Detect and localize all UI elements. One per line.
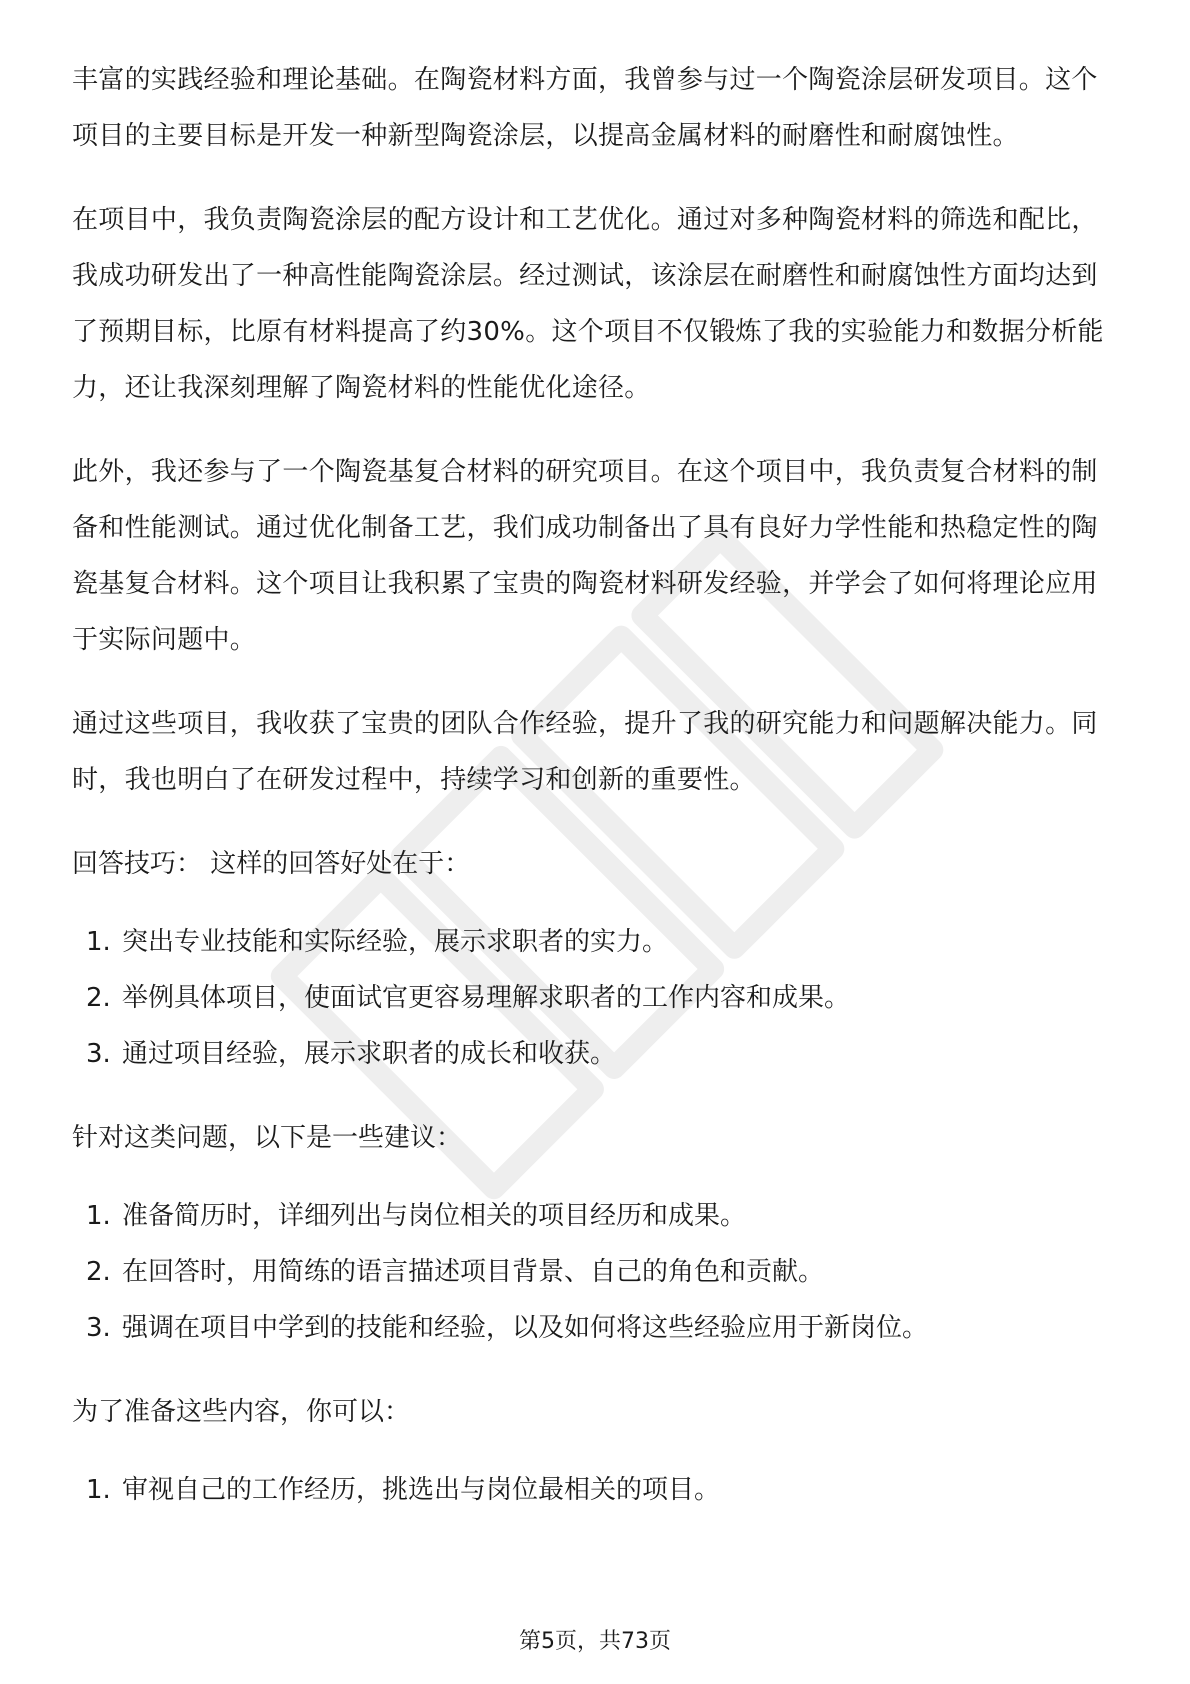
list-number: 1. — [86, 927, 111, 957]
prepare-label: 为了准备这些内容，你可以： — [72, 1397, 411, 1427]
advice-label: 针对这类问题，以下是一些建议： — [72, 1123, 463, 1153]
list-text: 强调在项目中学到的技能和经验，以及如何将这些经验应用于新岗位。 — [122, 1313, 929, 1343]
list-number: 2. — [86, 1257, 111, 1287]
list-item — [72, 970, 1118, 1026]
advice-list — [72, 1188, 1118, 1356]
list-number: 1. — [86, 1201, 111, 1231]
list-text: 举例具体项目，使面试官更容易理解求职者的工作内容和成果。 — [122, 983, 851, 1013]
list-item — [72, 1244, 1118, 1300]
list-number: 3. — [86, 1039, 111, 1069]
paragraph-composite-project: 此外，我还参与了一个陶瓷基复合材料的研究项目。在这个项目中，我负责复合材料的制备和性能测试。通过优化制备工艺，我们成功制备出了具有良好力学性能和热稳定性的陶瓷基复合材料。这个项目让我积累了宝贵的陶瓷材料研发经验，并学会了如何将理论应用于实际问题中。 — [72, 457, 1098, 655]
tips-label: 回答技巧： 这样的回答好处在于： — [72, 849, 471, 879]
list-text: 突出专业技能和实际经验，展示求职者的实力。 — [122, 927, 669, 957]
list-text: 准备简历时，详细列出与岗位相关的项目经历和成果。 — [122, 1201, 747, 1231]
list-number: 3. — [86, 1313, 111, 1343]
list-text: 审视自己的工作经历，挑选出与岗位最相关的项目。 — [122, 1475, 721, 1505]
document-page — [72, 52, 1118, 1546]
paragraph-summary: 通过这些项目，我收获了宝贵的团队合作经验，提升了我的研究能力和问题解决能力。同时，我也明白了在研发过程中，持续学习和创新的重要性。 — [72, 709, 1098, 795]
tips-list — [72, 914, 1118, 1082]
list-text: 通过项目经验，展示求职者的成长和收获。 — [122, 1039, 617, 1069]
list-number: 1. — [86, 1475, 111, 1505]
paragraph-coating-project: 在项目中，我负责陶瓷涂层的配方设计和工艺优化。通过对多种陶瓷材料的筛选和配比，我成功研发出了一种高性能陶瓷涂层。经过测试，该涂层在耐磨性和耐腐蚀性方面均达到了预期目标，比原有材料提高了约30%。这个项目不仅锻炼了我的实验能力和数据分析能力，还让我深刻理解了陶瓷材料的性能优化途径。 — [72, 205, 1104, 403]
paragraph-experience-intro: 丰富的实践经验和理论基础。在陶瓷材料方面，我曾参与过一个陶瓷涂层研发项目。这个项目的主要目标是开发一种新型陶瓷涂层，以提高金属材料的耐磨性和耐腐蚀性。 — [72, 65, 1098, 151]
list-item — [72, 914, 1118, 970]
list-item — [72, 1462, 1118, 1518]
prepare-list — [72, 1462, 1118, 1518]
page-number-footer: 第5页，共73页 — [519, 1629, 671, 1654]
list-number: 2. — [86, 983, 111, 1013]
list-text: 在回答时，用简练的语言描述项目背景、自己的角色和贡献。 — [122, 1257, 825, 1287]
list-item — [72, 1300, 1118, 1356]
list-item — [72, 1188, 1118, 1244]
list-item — [72, 1026, 1118, 1082]
